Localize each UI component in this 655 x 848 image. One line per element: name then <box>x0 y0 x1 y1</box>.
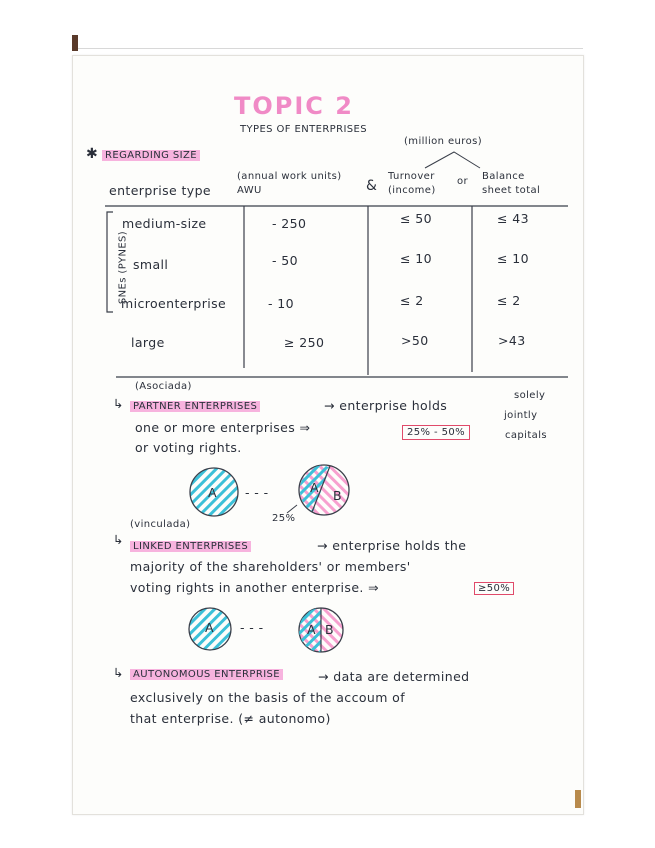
circle-b-label: B <box>325 622 334 637</box>
or-word: or <box>457 176 469 187</box>
partner-jointly: jointly <box>504 410 538 421</box>
autonomous-line1: → data are determined <box>318 669 470 684</box>
partner-note: (Asociada) <box>135 381 192 392</box>
linked-line3: voting rights in another enterprise. ⇒ <box>130 580 380 595</box>
row-awu: - 50 <box>272 253 298 268</box>
row-turnover: ≤ 2 <box>400 293 424 308</box>
col-turnover: Turnover (income) <box>388 171 436 196</box>
linked-line1: → enterprise holds the <box>317 538 467 553</box>
row-turnover: ≤ 50 <box>400 211 432 226</box>
page-subtitle: TYPES OF ENTERPRISES <box>240 124 368 135</box>
row-type: large <box>131 335 165 350</box>
and-symbol: & <box>366 178 378 194</box>
arrow-icon: ↳ <box>113 532 124 547</box>
autonomous-line3: that enterprise. (≠ autonomo) <box>130 711 331 726</box>
row-balance: ≤ 10 <box>497 251 529 266</box>
partner-pct: 25% <box>272 513 296 524</box>
row-turnover: >50 <box>401 333 429 348</box>
linked-threshold-box: ≥50% <box>474 582 514 595</box>
col-balance: Balance sheet total <box>482 171 541 196</box>
row-awu: - 250 <box>272 216 307 231</box>
partner-line1: → enterprise holds <box>324 398 448 413</box>
sme-label: SNEs (PYNES) <box>117 230 129 305</box>
circle-a-label: A <box>307 622 316 637</box>
circle-b-label: B <box>333 488 342 503</box>
page-title: TOPIC 2 <box>234 92 354 120</box>
arrow-icon: ↳ <box>113 665 124 680</box>
linked-heading: LINKED ENTERPRISES <box>130 541 251 552</box>
row-balance: >43 <box>498 333 526 348</box>
circle-a-label: A <box>208 485 217 500</box>
linked-note: (vinculada) <box>130 519 191 530</box>
row-awu: ≥ 250 <box>284 335 325 350</box>
section-regarding-size: REGARDING SIZE <box>102 150 200 161</box>
million-euros-note: (million euros) <box>404 136 483 147</box>
autonomous-heading: AUTONOMOUS ENTERPRISE <box>130 669 283 680</box>
row-balance: ≤ 43 <box>497 211 529 226</box>
partner-capitals: capitals <box>505 430 547 441</box>
row-type: small <box>133 257 169 272</box>
partner-line2: one or more enterprises ⇒ <box>135 420 311 435</box>
partner-range-box: 25% - 50% <box>402 425 470 440</box>
col-awu: (annual work units) AWU <box>237 171 342 196</box>
dashes: - - - <box>240 620 264 635</box>
star-icon: ✱ <box>86 146 99 162</box>
linked-line2: majority of the shareholders' or members' <box>130 559 411 574</box>
row-awu: - 10 <box>268 296 294 311</box>
partner-solely: solely <box>514 390 546 401</box>
row-type: medium-size <box>122 216 207 231</box>
row-type: microenterprise <box>121 296 227 311</box>
partner-line3: or voting rights. <box>135 440 242 455</box>
circle-a-label: A <box>205 620 214 635</box>
partner-heading: PARTNER ENTERPRISES <box>130 401 260 412</box>
circle-a-label: A <box>310 480 319 495</box>
dashes: - - - <box>245 485 269 500</box>
row-balance: ≤ 2 <box>497 293 521 308</box>
autonomous-line2: exclusively on the basis of the accoum of <box>130 690 406 705</box>
row-turnover: ≤ 10 <box>400 251 432 266</box>
col-enterprise-type: enterprise type <box>109 183 211 198</box>
arrow-icon: ↳ <box>113 396 124 411</box>
